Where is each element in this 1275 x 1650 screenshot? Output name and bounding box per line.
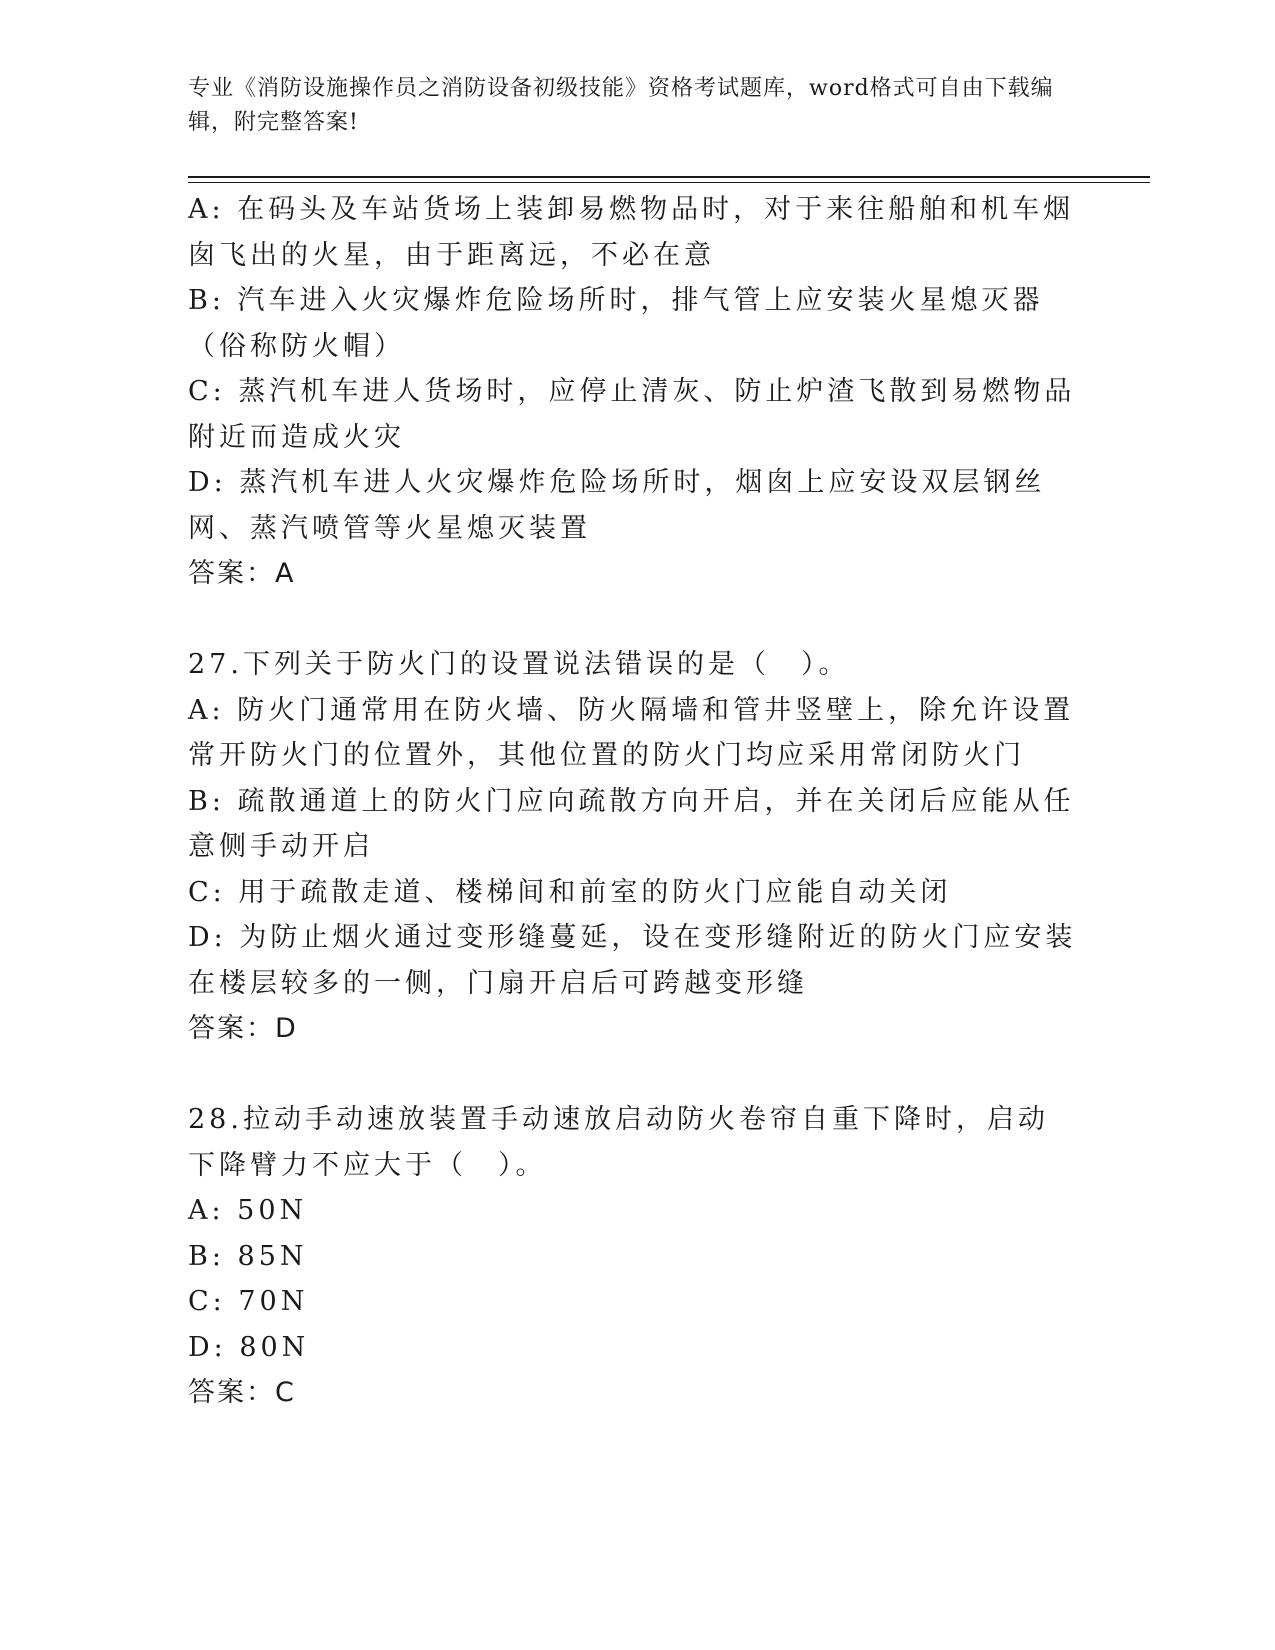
option-b: B: 85N (188, 1240, 308, 1272)
answer-line: 答案：C (188, 1377, 296, 1408)
option-b: B: 汽车进入火灾爆炸危险场所时，排气管上应安装火星熄灭器（俗称防火帽） (188, 285, 1044, 362)
option-a: A: 防火门通常用在防火墙、防火隔墙和管井竖壁上，除允许设置常开防火门的位置外，其他位置的防火门均应采用常闭防火门 (188, 694, 1075, 771)
answer-line: 答案：D (188, 1013, 298, 1044)
question-spacer (188, 597, 1078, 643)
option-a: A: 在码头及车站货场上装卸易燃物品时，对于来往船舶和机车烟囱飞出的火星，由于距离远，不必在意 (188, 194, 1075, 271)
question-block-28 (188, 1097, 1078, 1416)
option-c: C: 70N (188, 1286, 309, 1317)
header-rule-thin (188, 182, 1150, 183)
option-c: C: 用于疏散走道、楼梯间和前室的防火门应能自动关闭 (188, 876, 952, 908)
question-stem: 28.拉动手动速放装置手动速放启动防火卷帘自重下降时，启动下降臂力不应大于（ ）。 (188, 1104, 1049, 1181)
option-d: D: 80N (188, 1331, 310, 1363)
question-block-26 (188, 187, 1078, 597)
answer-line: 答案：A (188, 558, 296, 589)
question-block-27 (188, 642, 1078, 1052)
option-a: A: 50N (188, 1195, 308, 1226)
question-stem: 27.下列关于防火门的设置说法错误的是（ ）。 (188, 649, 850, 680)
option-d: D: 为防止烟火通过变形缝蔓延，设在变形缝附近的防火门应安装在楼层较多的一侧，门扇开启后可跨越变形缝 (188, 922, 1077, 999)
document-header: 专业《消防设施操作员之消防设备初级技能》资格考试题库，word格式可自由下载编辑，附完整答案! (188, 76, 1054, 135)
option-b: B: 疏散通道上的防火门应向疏散方向开启，并在关闭后应能从任意侧手动开启 (188, 785, 1075, 862)
questions-content (188, 187, 1078, 1416)
question-spacer (188, 1052, 1078, 1098)
header-rule-thick (188, 176, 1150, 178)
option-d: D: 蒸汽机车进人火灾爆炸危险场所时，烟囱上应安设双层钢丝网、蒸汽喷管等火星熄灭装置 (188, 467, 1046, 544)
option-c: C: 蒸汽机车进人货场时，应停止清灰、防止炉渣飞散到易燃物品附近而造成火灾 (188, 376, 1076, 453)
